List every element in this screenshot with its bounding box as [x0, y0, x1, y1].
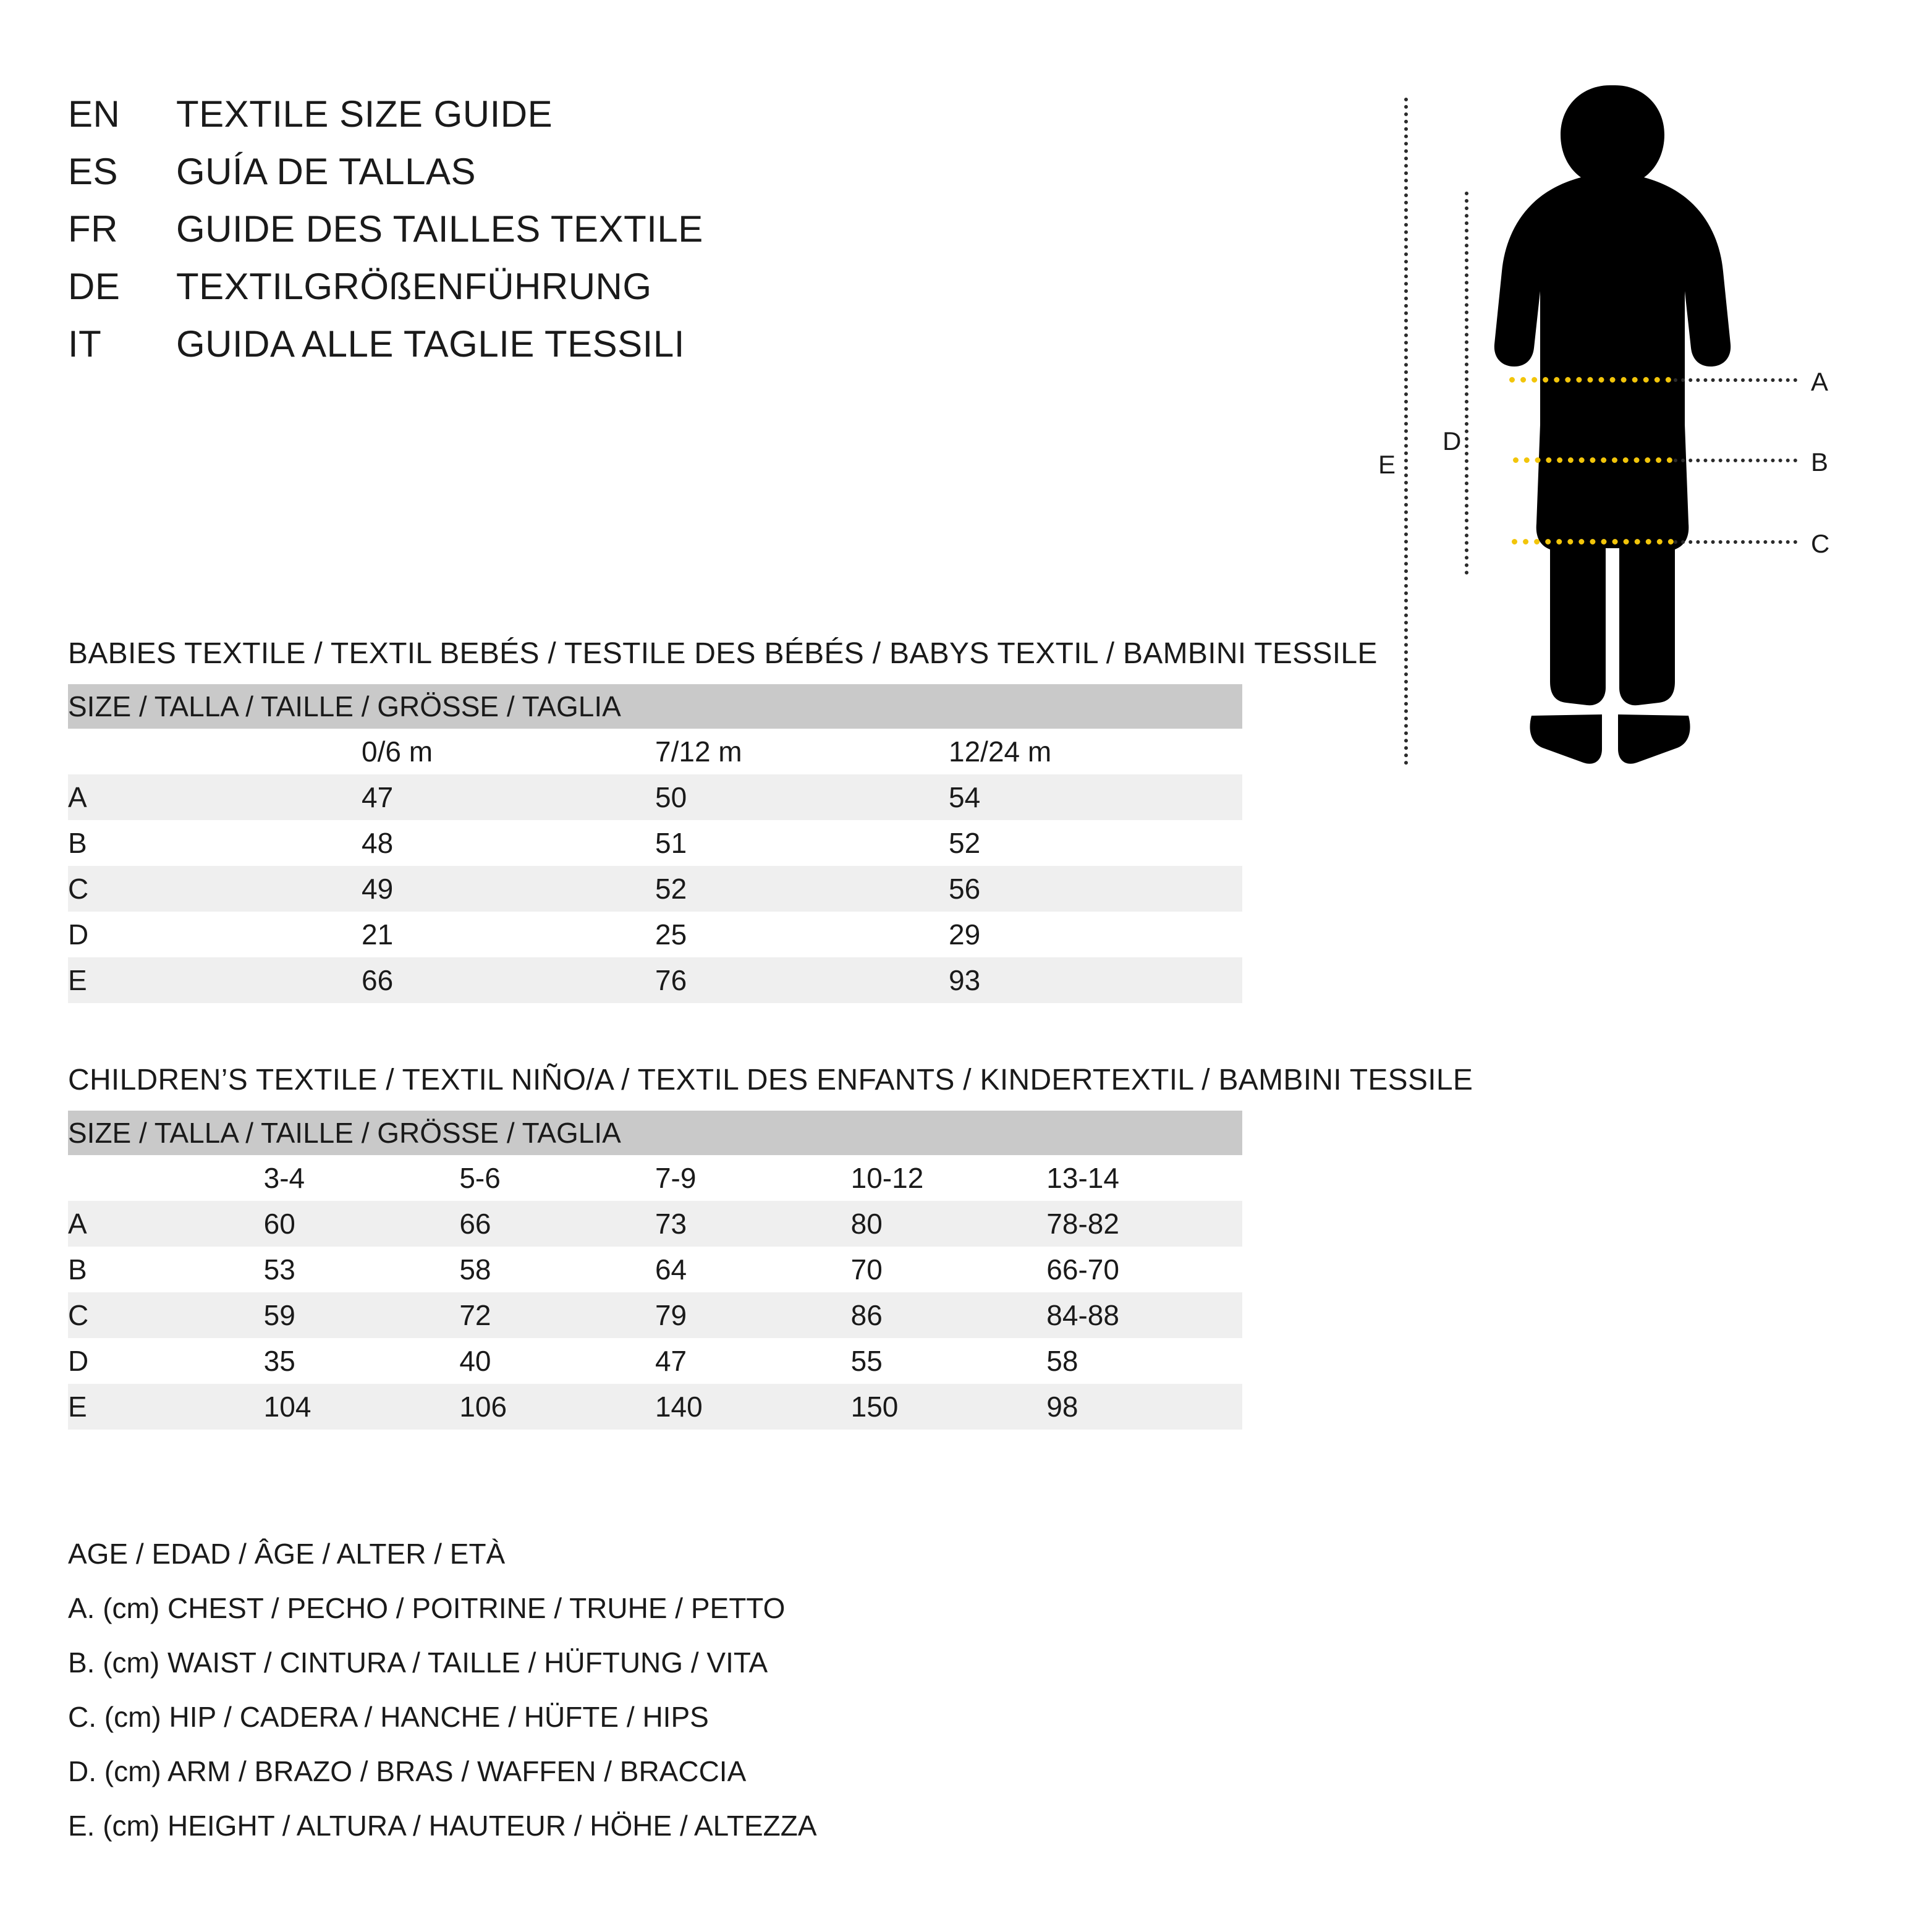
row-value: 72: [459, 1292, 655, 1338]
row-value: 35: [263, 1345, 295, 1377]
children-column-header: 5-6: [459, 1155, 655, 1201]
row-value: 84-88: [1046, 1292, 1242, 1338]
table-row: [68, 1384, 1242, 1430]
table-row: [68, 1201, 1242, 1247]
legend-line-height: E. (cm) HEIGHT / ALTURA / HAUTEUR / HÖHE / ALTEZZA: [68, 1810, 817, 1842]
figure-label-c: C: [1811, 529, 1830, 558]
legend-section: [68, 1527, 1304, 1853]
waist-leader-line: [1674, 459, 1797, 462]
row-label: C: [68, 1292, 264, 1338]
row-value: 29: [949, 918, 981, 951]
row-value: 54: [949, 774, 1242, 820]
table-row: [68, 1338, 1242, 1384]
table-row: [68, 866, 1242, 912]
children-size-table: [68, 1111, 1242, 1430]
children-section: [68, 1063, 1473, 1430]
table-row: [68, 1247, 1242, 1292]
babies-column-header: 7/12 m: [655, 729, 949, 774]
row-label: B: [68, 1253, 87, 1286]
children-column-header: 10-12: [851, 1155, 1047, 1201]
babies-band-label: SIZE / TALLA / TAILLE / GRÖSSE / TAGLIA: [68, 684, 1242, 729]
legend-line-arm: D. (cm) ARM / BRAZO / BRAS / WAFFEN / BRACCIA: [68, 1755, 747, 1787]
table-row: [68, 957, 1242, 1003]
row-value: 58: [459, 1253, 491, 1286]
row-value: 25: [655, 918, 687, 951]
language-title: GUIDA ALLE TAGLIE TESSILI: [176, 323, 685, 365]
children-column-header: 7-9: [655, 1155, 851, 1201]
language-code: FR: [68, 208, 118, 250]
table-row: [68, 820, 1242, 866]
children-band-label: SIZE / TALLA / TAILLE / GRÖSSE / TAGLIA: [68, 1111, 1242, 1155]
children-column-headers: [68, 1155, 1242, 1201]
babies-corner-cell: [68, 729, 362, 774]
row-value: 49: [362, 866, 655, 912]
row-label: A: [68, 1201, 264, 1247]
babies-table-band: [68, 684, 1242, 729]
babies-column-header: 12/24 m: [949, 729, 1242, 774]
row-label: C: [68, 866, 362, 912]
babies-section-title: BABIES TEXTILE / TEXTIL BEBÉS / TESTILE DES BÉBÉS / BABYS TEXTIL / BAMBINI TESSILE: [68, 637, 1378, 670]
row-value: 79: [655, 1292, 851, 1338]
language-title: TEXTILGRÖßENFÜHRUNG: [176, 266, 652, 307]
figure-label-d: D: [1443, 426, 1462, 455]
hip-leader-line: [1674, 540, 1797, 544]
chest-leader-line: [1674, 378, 1797, 382]
table-row: [68, 1292, 1242, 1338]
row-value: 106: [459, 1384, 655, 1430]
row-label: E: [68, 1384, 264, 1430]
figure-label-e: E: [1378, 450, 1396, 479]
babies-section: [68, 637, 1378, 1003]
row-value: 59: [264, 1292, 460, 1338]
row-value: 150: [851, 1384, 1047, 1430]
row-value: 60: [264, 1201, 460, 1247]
row-value: 93: [949, 957, 1242, 1003]
row-value: 66: [459, 1201, 655, 1247]
row-value: 66: [362, 957, 655, 1003]
row-value: 21: [362, 918, 394, 951]
row-value: 56: [949, 866, 1242, 912]
row-value: 98: [1046, 1384, 1242, 1430]
chest-measure-line: [1509, 377, 1671, 383]
row-value: 53: [263, 1253, 295, 1286]
language-title: GUIDE DES TAILLES TEXTILE: [176, 208, 703, 250]
children-column-header: 13-14: [1046, 1155, 1242, 1201]
row-value: 104: [264, 1384, 460, 1430]
waist-measure-line: [1513, 457, 1672, 463]
row-value: 47: [655, 1345, 687, 1377]
legend-line-waist: B. (cm) WAIST / CINTURA / TAILLE / HÜFTUNG / VITA: [68, 1646, 768, 1679]
row-value: 73: [655, 1201, 851, 1247]
table-row: [68, 912, 1242, 957]
figure-label-a: A: [1811, 367, 1829, 396]
row-label: A: [68, 774, 362, 820]
children-table-band: [68, 1111, 1242, 1155]
height-guide-line: [1404, 98, 1408, 765]
row-value: 52: [655, 866, 949, 912]
row-value: 47: [362, 774, 655, 820]
row-value: 78-82: [1046, 1201, 1242, 1247]
arm-guide-line: [1465, 192, 1468, 575]
language-code: IT: [68, 323, 102, 365]
row-value: 86: [851, 1292, 1047, 1338]
babies-column-headers: [68, 729, 1242, 774]
legend-line-chest: A. (cm) CHEST / PECHO / POITRINE / TRUHE / PETTO: [68, 1592, 786, 1624]
language-title: GUÍA DE TALLAS: [176, 151, 476, 192]
children-column-header: 3-4: [264, 1155, 460, 1201]
row-label: D: [68, 918, 89, 951]
babies-column-header: 0/6 m: [362, 729, 655, 774]
row-label: B: [68, 827, 87, 859]
table-row: [68, 774, 1242, 820]
language-code: EN: [68, 93, 121, 135]
row-label: D: [68, 1345, 89, 1377]
child-silhouette-icon: [1477, 80, 1743, 766]
legend-line-hip: C. (cm) HIP / CADERA / HANCHE / HÜFTE / HIPS: [68, 1701, 709, 1733]
children-corner-cell: [68, 1155, 264, 1201]
row-value: 50: [655, 774, 949, 820]
row-value: 80: [851, 1201, 1047, 1247]
row-label: E: [68, 957, 362, 1003]
babies-size-table: [68, 684, 1242, 1003]
row-value: 76: [655, 957, 949, 1003]
hip-measure-line: [1512, 539, 1674, 544]
figure-label-b: B: [1811, 447, 1829, 477]
row-value: 58: [1046, 1345, 1078, 1377]
row-value: 40: [459, 1345, 491, 1377]
row-value: 48: [362, 827, 394, 859]
language-title: TEXTILE SIZE GUIDE: [176, 93, 553, 135]
row-value: 51: [655, 827, 687, 859]
row-value: 52: [949, 827, 981, 859]
language-code: ES: [68, 151, 119, 192]
measurement-figure: [1378, 80, 1860, 773]
row-value: 140: [655, 1384, 851, 1430]
row-value: 64: [655, 1253, 687, 1286]
legend-line-age: AGE / EDAD / ÂGE / ALTER / ETÀ: [68, 1538, 506, 1570]
row-value: 70: [850, 1253, 883, 1286]
row-value: 55: [850, 1345, 883, 1377]
children-section-title: CHILDREN’S TEXTILE / TEXTIL NIÑO/A / TEXTIL DES ENFANTS / KINDERTEXTIL / BAMBINI TESSILE: [68, 1064, 1473, 1096]
language-code: DE: [68, 266, 121, 307]
row-value: 66-70: [1046, 1253, 1119, 1286]
